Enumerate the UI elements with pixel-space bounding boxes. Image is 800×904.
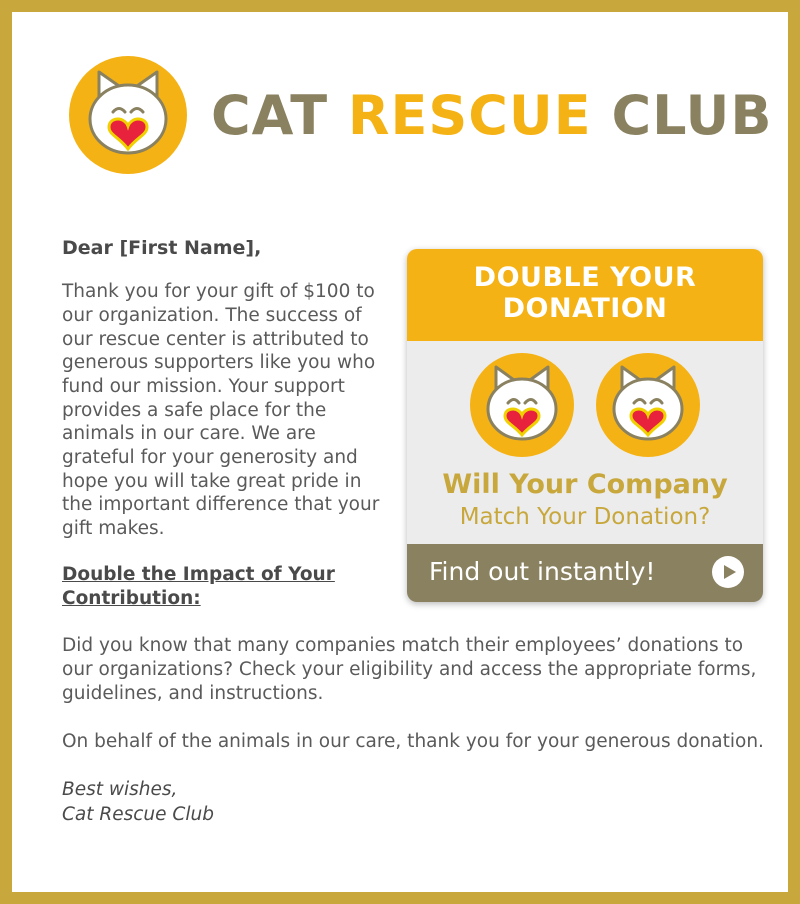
promo-cta-bar[interactable] bbox=[407, 544, 763, 602]
letter-lower-section bbox=[62, 634, 768, 828]
cat-face-logo-icon bbox=[69, 56, 187, 174]
letter-salutation: Dear [First Name], bbox=[62, 237, 262, 259]
promo-card[interactable] bbox=[407, 249, 763, 602]
letter-signoff bbox=[62, 778, 768, 828]
page-inner bbox=[24, 24, 776, 880]
letter-paragraph-1: Thank you for your gift of $100 to our organization. The success of our rescue center is attributed to generous supporters like you who fund our mission. Your support provides a safe place for the animals in our care. We are grateful for your generosity and hope you will take great pride in the important difference that your gift makes. bbox=[62, 281, 380, 540]
signoff-line-1: Best wishes, bbox=[62, 779, 178, 801]
brand-word-rescue: RESCUE bbox=[347, 83, 592, 147]
signoff-line-2: Cat Rescue Club bbox=[62, 804, 214, 826]
brand-header bbox=[69, 56, 773, 174]
promo-headline bbox=[407, 249, 763, 341]
letter-subheading: Double the Impact of Your Contribution: bbox=[62, 563, 335, 609]
brand-word-cat: CAT bbox=[211, 83, 329, 147]
cat-face-icon-right bbox=[596, 353, 700, 457]
cat-face-icon-left bbox=[470, 353, 574, 457]
promo-subhead-regular: Match Your Donation? bbox=[459, 503, 711, 530]
promo-cta-label: Find out instantly! bbox=[429, 557, 656, 587]
play-button-icon[interactable] bbox=[711, 555, 745, 589]
letter-paragraph-3: On behalf of the animals in our care, thank you for your generous donation. bbox=[62, 731, 764, 753]
promo-cat-illustrations bbox=[407, 353, 763, 457]
letter-paragraph-2: Did you know that many companies match their employees’ donations to our organizations? Check your eligibility and access the appropriate forms, guidelines, and instructions. bbox=[62, 635, 757, 705]
letter-left-column bbox=[62, 236, 392, 611]
brand-title bbox=[211, 84, 773, 147]
brand-word-club: CLUB bbox=[611, 83, 773, 147]
promo-body bbox=[407, 341, 763, 544]
promo-subhead-bold: Will Your Company bbox=[442, 468, 728, 500]
promo-headline-line-2: DONATION bbox=[502, 292, 668, 324]
promo-headline-line-1: DOUBLE YOUR bbox=[473, 262, 697, 293]
